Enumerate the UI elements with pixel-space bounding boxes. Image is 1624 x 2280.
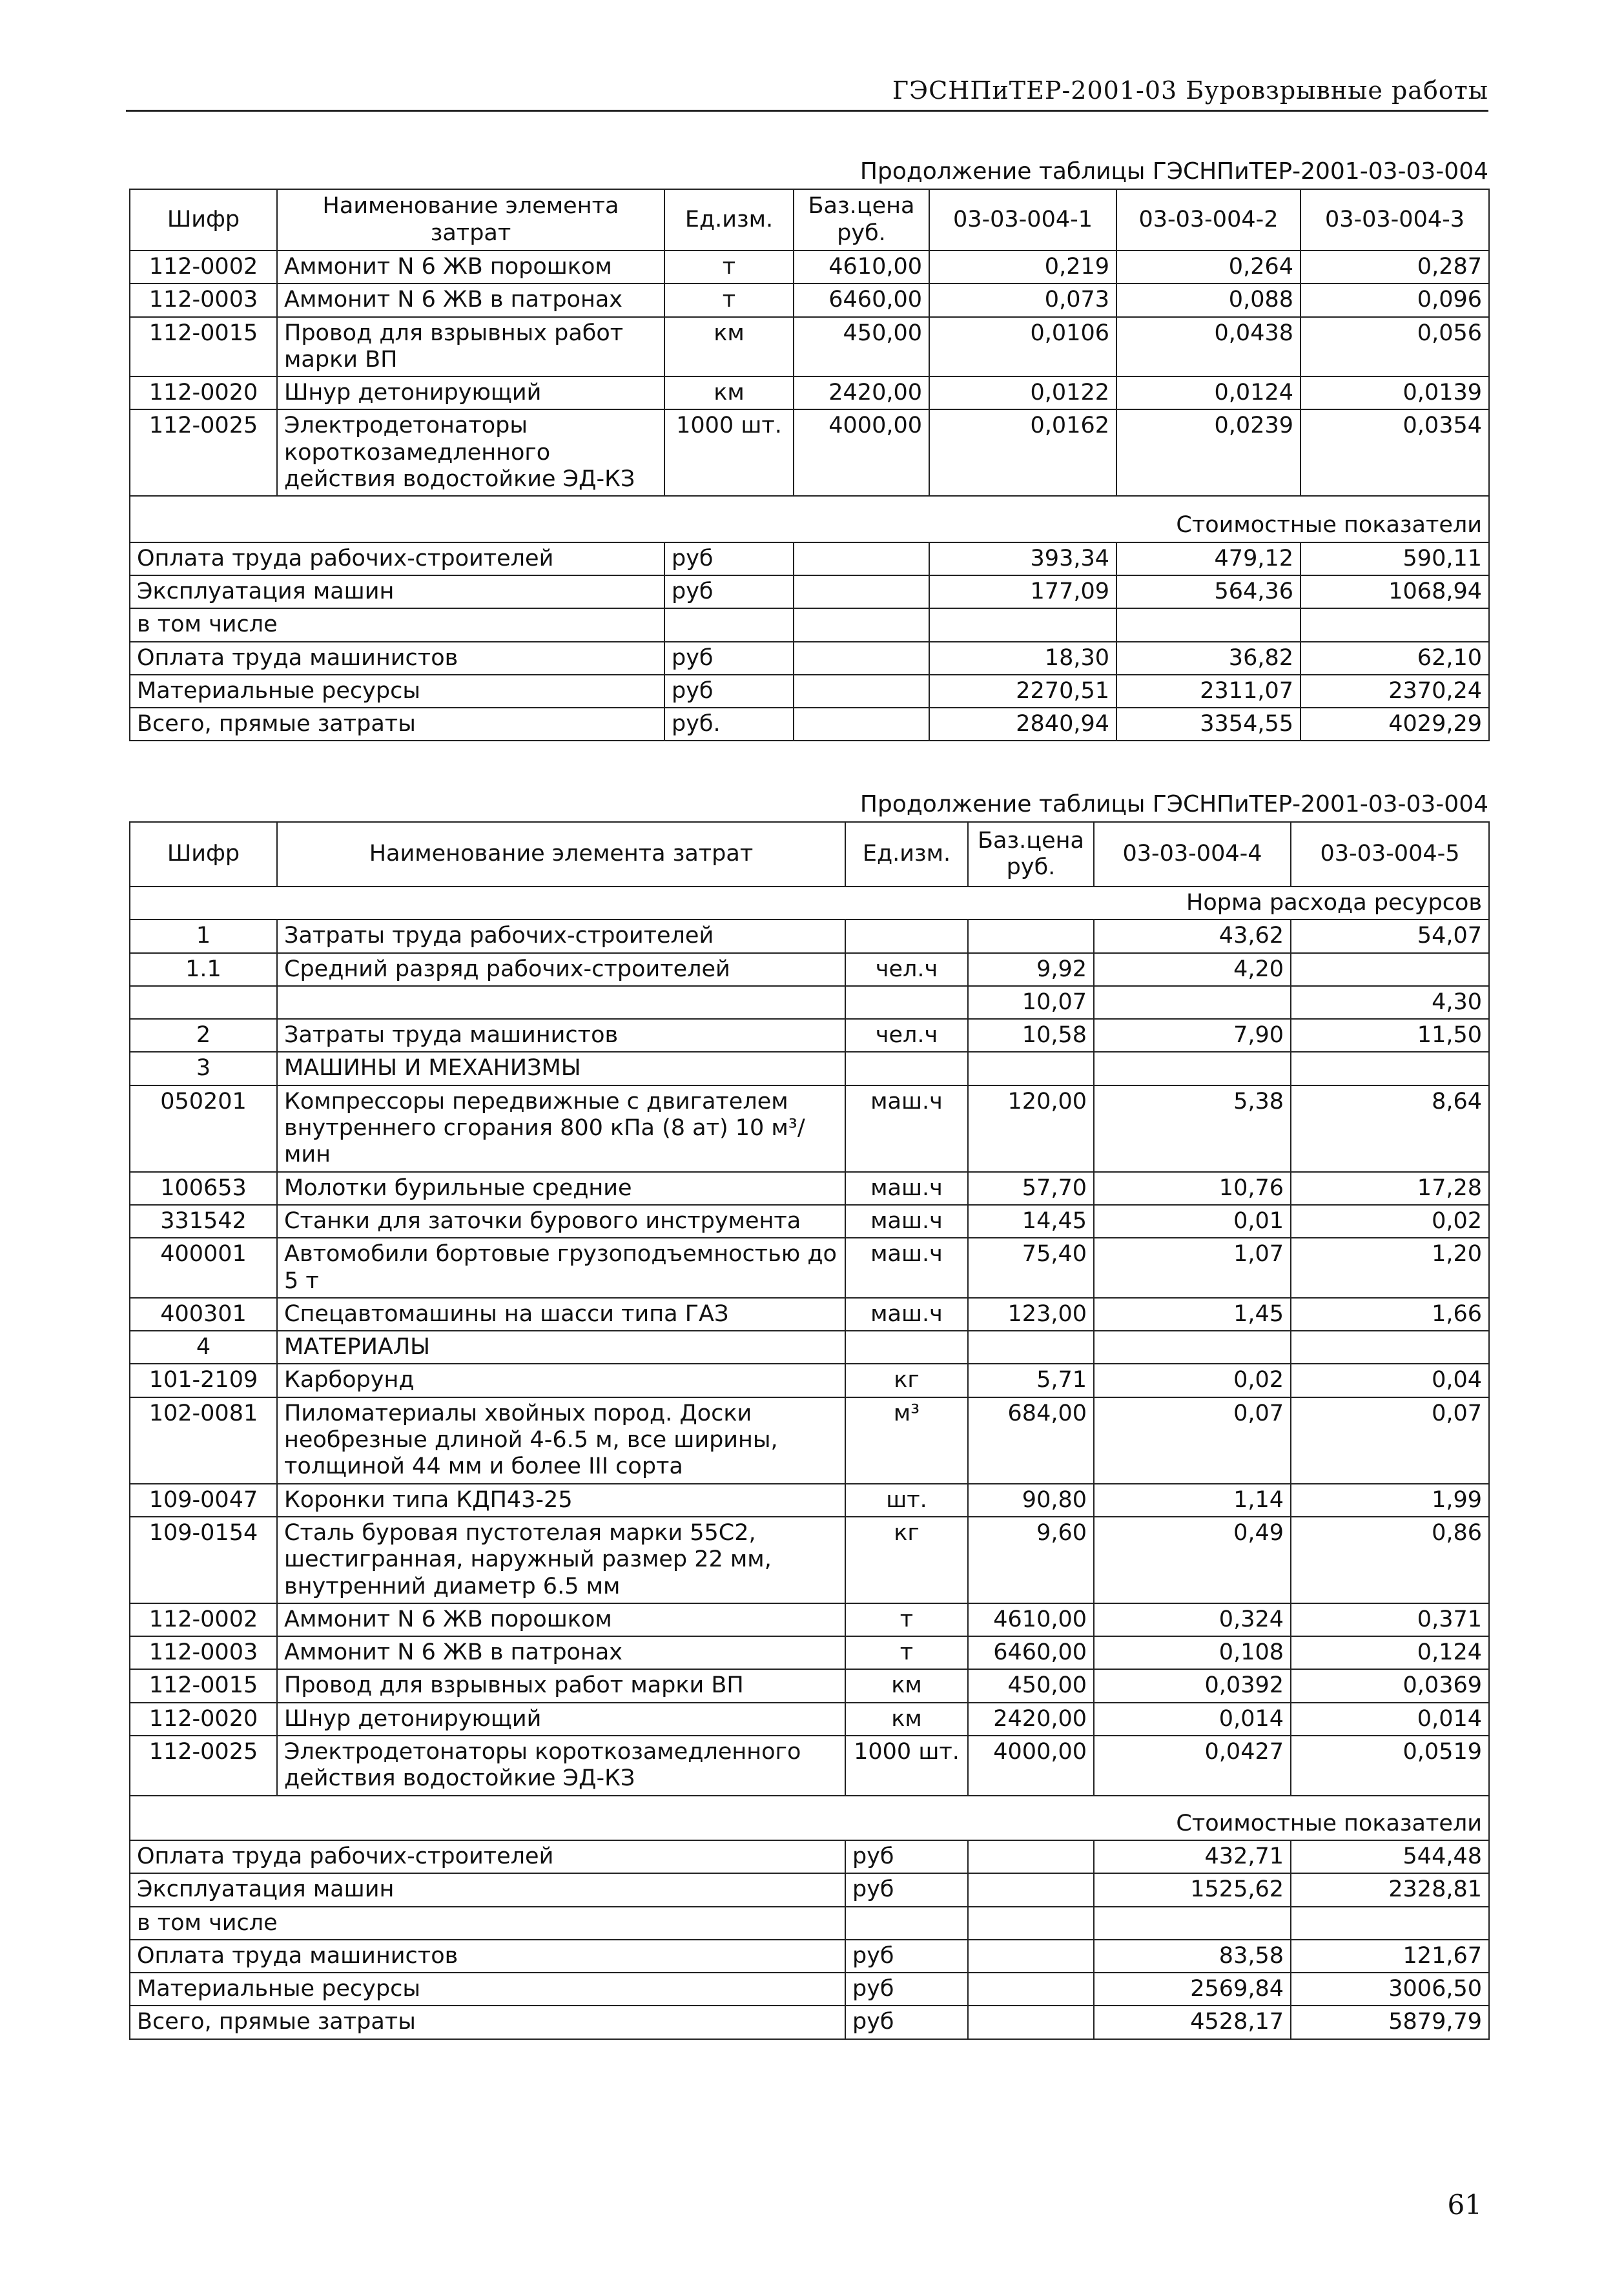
cost-value: [1094, 1907, 1291, 1940]
cell-norm: [1291, 953, 1489, 986]
cell-name: Спецавтомашины на шасси типа ГАЗ: [277, 1298, 845, 1331]
cell-name: Автомобили бортовые грузоподъемностью до 5 т: [277, 1238, 845, 1298]
cell-price: 120,00: [968, 1085, 1094, 1172]
cost-label: Материальные ресурсы: [130, 1973, 845, 2006]
cell-name: Затраты труда рабочих-строителей: [277, 919, 845, 952]
cost-value: 479,12: [1116, 542, 1300, 575]
cost-row: [130, 1973, 1489, 2006]
cell-norm: 5,38: [1094, 1085, 1291, 1172]
table-row: [130, 409, 1489, 496]
cell-norm: 17,28: [1291, 1172, 1489, 1205]
cell-unit: маш.ч: [845, 1172, 968, 1205]
cost-value: 5879,79: [1291, 2006, 1489, 2039]
cell-code: 2: [130, 1019, 277, 1052]
cell-price: 2420,00: [794, 376, 929, 409]
cost-label: в том числе: [130, 1907, 845, 1940]
cell-norm: 0,108: [1094, 1636, 1291, 1669]
cost-unit: руб: [664, 542, 794, 575]
cell-code: 050201: [130, 1085, 277, 1172]
cost-header: Стоимостные показатели: [130, 496, 1489, 542]
cell-norm: 0,264: [1116, 251, 1300, 283]
table-row: [130, 1397, 1489, 1484]
cost-value: 393,34: [929, 542, 1116, 575]
cell-norm: 0,056: [1300, 317, 1489, 377]
cost-value: 3006,50: [1291, 1973, 1489, 2006]
table-row: [130, 1603, 1489, 1636]
table-row: [130, 1669, 1489, 1702]
cell-price: 90,80: [968, 1484, 1094, 1517]
cell-norm: 0,324: [1094, 1603, 1291, 1636]
cost-unit: руб: [664, 642, 794, 675]
col-name-header: Наименование элемента затрат: [277, 822, 845, 887]
cost-value: 2840,94: [929, 708, 1116, 741]
empty-cell: [968, 1907, 1094, 1940]
cost-value: [929, 608, 1116, 641]
cell-name: Коронки типа КДП43-25: [277, 1484, 845, 1517]
cost-value: 4528,17: [1094, 2006, 1291, 2039]
cost-label: Оплата труда рабочих-строителей: [130, 542, 664, 575]
cost-unit: [845, 1907, 968, 1940]
table-row: [130, 1484, 1489, 1517]
empty-cell: [968, 1940, 1094, 1973]
cell-code: 112-0020: [130, 1703, 277, 1736]
cell-price: 450,00: [968, 1669, 1094, 1702]
cost-value: 1525,62: [1094, 1873, 1291, 1906]
cost-unit: руб: [664, 675, 794, 708]
cell-norm: 0,371: [1291, 1603, 1489, 1636]
col-norm-header: 03-03-004-1: [929, 189, 1116, 251]
cell-code: 112-0003: [130, 283, 277, 316]
cost-label: Всего, прямые затраты: [130, 708, 664, 741]
cell-norm: 0,49: [1094, 1517, 1291, 1603]
cost-value: 62,10: [1300, 642, 1489, 675]
cost-label: Эксплуатация машин: [130, 1873, 845, 1906]
cell-price: 4610,00: [968, 1603, 1094, 1636]
cost-header-row: [130, 1796, 1489, 1840]
cell-price: 14,45: [968, 1205, 1094, 1238]
cost-row: [130, 542, 1489, 575]
cell-unit: маш.ч: [845, 1085, 968, 1172]
cell-unit: [845, 986, 968, 1019]
resource-table-1: [129, 189, 1490, 741]
table-row: [130, 1517, 1489, 1603]
cost-label: в том числе: [130, 608, 664, 641]
empty-cell: [968, 1873, 1094, 1906]
table-row: [130, 919, 1489, 952]
cell-code: 102-0081: [130, 1397, 277, 1484]
cell-norm: 0,0122: [929, 376, 1116, 409]
cell-price: 10,07: [968, 986, 1094, 1019]
col-price-header: Баз.цена руб.: [968, 822, 1094, 887]
cell-norm: 0,0106: [929, 317, 1116, 377]
cell-name: Затраты труда машинистов: [277, 1019, 845, 1052]
cost-value: 2370,24: [1300, 675, 1489, 708]
running-header: ГЭСНПиТЕР-2001-03 Буровзрывные работы: [892, 76, 1488, 105]
cell-name: Молотки бурильные средние: [277, 1172, 845, 1205]
cell-code: 112-0002: [130, 251, 277, 283]
cost-unit: [664, 608, 794, 641]
cell-norm: 4,30: [1291, 986, 1489, 1019]
cost-unit: руб: [845, 1873, 968, 1906]
cell-unit: т: [845, 1603, 968, 1636]
cost-row: [130, 1873, 1489, 1906]
cell-price: 6460,00: [794, 283, 929, 316]
table-row: [130, 317, 1489, 377]
cell-unit: км: [845, 1669, 968, 1702]
cell-norm: 0,0162: [929, 409, 1116, 496]
cell-norm: 0,01: [1094, 1205, 1291, 1238]
empty-cell: [794, 542, 929, 575]
cell-norm: 1,07: [1094, 1238, 1291, 1298]
cell-name: Станки для заточки бурового инструмента: [277, 1205, 845, 1238]
cost-value: 121,67: [1291, 1940, 1489, 1973]
cell-code: 109-0047: [130, 1484, 277, 1517]
cost-unit: руб.: [664, 708, 794, 741]
cost-row: [130, 642, 1489, 675]
cost-unit: руб: [845, 1940, 968, 1973]
cell-price: [968, 919, 1094, 952]
cell-name: Аммонит N 6 ЖВ порошком: [277, 1603, 845, 1636]
cell-norm: 1,66: [1291, 1298, 1489, 1331]
cell-unit: маш.ч: [845, 1238, 968, 1298]
empty-cell: [794, 675, 929, 708]
cost-value: 2328,81: [1291, 1873, 1489, 1906]
cell-price: 684,00: [968, 1397, 1094, 1484]
cell-code: 100653: [130, 1172, 277, 1205]
cell-price: 9,60: [968, 1517, 1094, 1603]
cell-norm: 1,45: [1094, 1298, 1291, 1331]
cost-label: Эксплуатация машин: [130, 575, 664, 608]
section-title-machines: МАШИНЫ И МЕХАНИЗМЫ: [277, 1052, 845, 1085]
table-row: [130, 251, 1489, 283]
cell-price: 123,00: [968, 1298, 1094, 1331]
table-row: [130, 376, 1489, 409]
cell-unit: чел.ч: [845, 953, 968, 986]
empty-cell: [794, 575, 929, 608]
cell-price: 450,00: [794, 317, 929, 377]
cell-norm: 0,0139: [1300, 376, 1489, 409]
cell-norm: 43,62: [1094, 919, 1291, 952]
cell-price: 57,70: [968, 1172, 1094, 1205]
cost-row: [130, 2006, 1489, 2039]
cost-unit: руб: [845, 1840, 968, 1873]
table-row: [130, 1703, 1489, 1736]
cost-row: [130, 1840, 1489, 1873]
table-row: [130, 1085, 1489, 1172]
table-row: [130, 1636, 1489, 1669]
cell-name: Аммонит N 6 ЖВ в патронах: [277, 1636, 845, 1669]
cell-norm: 1,99: [1291, 1484, 1489, 1517]
cell-code: 400001: [130, 1238, 277, 1298]
table-row: [130, 1736, 1489, 1796]
cost-value: 2311,07: [1116, 675, 1300, 708]
cell-norm: 0,219: [929, 251, 1116, 283]
cell-norm: 0,02: [1291, 1205, 1489, 1238]
cell-name: Пиломатериалы хвойных пород. Доски необрезные длиной 4-6.5 м, все ширины, толщиной 44 мм и более III сорта: [277, 1397, 845, 1484]
section-code: 3: [130, 1052, 277, 1085]
empty-cell: [794, 608, 929, 641]
cost-row: [130, 575, 1489, 608]
cell-name: Провод для взрывных работ марки ВП: [277, 1669, 845, 1702]
table-row: [130, 1298, 1489, 1331]
col-norm-header: 03-03-004-5: [1291, 822, 1489, 887]
table1-header-row: [130, 189, 1489, 251]
cell-price: 9,92: [968, 953, 1094, 986]
col-price-header: Баз.цена руб.: [794, 189, 929, 251]
cell-norm: 1,20: [1291, 1238, 1489, 1298]
cell-code: [130, 986, 277, 1019]
cell-name: Электродетонаторы короткозамедленного действия водостойкие ЭД-КЗ: [277, 409, 664, 496]
empty-cell: [794, 642, 929, 675]
cost-value: 3354,55: [1116, 708, 1300, 741]
cell-code: 112-0015: [130, 1669, 277, 1702]
cell-norm: 0,014: [1291, 1703, 1489, 1736]
cell-unit: км: [664, 317, 794, 377]
col-norm-header: 03-03-004-4: [1094, 822, 1291, 887]
cell-unit: т: [845, 1636, 968, 1669]
cell-name: Электродетонаторы короткозамедленного действия водостойкие ЭД-КЗ: [277, 1736, 845, 1796]
cell-price: 75,40: [968, 1238, 1094, 1298]
cost-value: 590,11: [1300, 542, 1489, 575]
cost-value: 4029,29: [1300, 708, 1489, 741]
cell-norm: 0,0519: [1291, 1736, 1489, 1796]
cell-norm: 0,096: [1300, 283, 1489, 316]
cell-norm: [1094, 986, 1291, 1019]
section-row-materials: [130, 1331, 1489, 1364]
table-row: [130, 986, 1489, 1019]
cost-unit: руб: [845, 2006, 968, 2039]
cell-norm: 0,0354: [1300, 409, 1489, 496]
cell-norm: 0,0369: [1291, 1669, 1489, 1702]
cell-code: 101-2109: [130, 1364, 277, 1397]
cell-code: 331542: [130, 1205, 277, 1238]
section-code: 4: [130, 1331, 277, 1364]
cell-name: Аммонит N 6 ЖВ порошком: [277, 251, 664, 283]
cell-name: Компрессоры передвижные с двигателем внутреннего сгорания 800 кПа (8 ат) 10 м³/мин: [277, 1085, 845, 1172]
cost-value: 1068,94: [1300, 575, 1489, 608]
cost-label: Оплата труда рабочих-строителей: [130, 1840, 845, 1873]
empty-cell: [968, 1973, 1094, 2006]
empty-cell: [968, 1840, 1094, 1873]
table2-header-row: [130, 822, 1489, 887]
cell-norm: 0,07: [1094, 1397, 1291, 1484]
cell-unit: маш.ч: [845, 1298, 968, 1331]
cost-label: Материальные ресурсы: [130, 675, 664, 708]
table2-caption: Продолжение таблицы ГЭСНПиТЕР-2001-03-03-004: [859, 791, 1488, 817]
header-rule: [126, 110, 1488, 112]
cell-name: Шнур детонирующий: [277, 1703, 845, 1736]
cell-name: Средний разряд рабочих-строителей: [277, 953, 845, 986]
cell-code: 400301: [130, 1298, 277, 1331]
cost-label: Оплата труда машинистов: [130, 642, 664, 675]
cost-label: Оплата труда машинистов: [130, 1940, 845, 1973]
table-row: [130, 1205, 1489, 1238]
cell-norm: 8,64: [1291, 1085, 1489, 1172]
section-title-materials: МАТЕРИАЛЫ: [277, 1331, 845, 1364]
cell-name: Сталь буровая пустотелая марки 55С2, шестигранная, наружный размер 22 мм, внутренний диаметр 6.5 мм: [277, 1517, 845, 1603]
cell-price: 4000,00: [794, 409, 929, 496]
cell-norm: 1,14: [1094, 1484, 1291, 1517]
table-row: [130, 953, 1489, 986]
col-code-header: Шифр: [130, 822, 277, 887]
cost-row: [130, 708, 1489, 741]
cell-price: 5,71: [968, 1364, 1094, 1397]
cell-norm: 0,0427: [1094, 1736, 1291, 1796]
cost-unit: руб: [664, 575, 794, 608]
cost-row: [130, 608, 1489, 641]
cost-value: 177,09: [929, 575, 1116, 608]
cell-price: 4610,00: [794, 251, 929, 283]
cell-unit: 1000 шт.: [664, 409, 794, 496]
cell-unit: т: [664, 251, 794, 283]
cost-value: [1300, 608, 1489, 641]
col-name-header: Наименование элемента затрат: [277, 189, 664, 251]
resource-table-2: [129, 821, 1490, 2040]
cost-row: [130, 1907, 1489, 1940]
cost-value: 432,71: [1094, 1840, 1291, 1873]
section-row-machines: [130, 1052, 1489, 1085]
cell-code: 109-0154: [130, 1517, 277, 1603]
cell-price: 6460,00: [968, 1636, 1094, 1669]
cell-norm: 0,088: [1116, 283, 1300, 316]
empty-cell: [968, 2006, 1094, 2039]
cost-value: 564,36: [1116, 575, 1300, 608]
cell-unit: [845, 919, 968, 952]
table-row: [130, 1364, 1489, 1397]
cost-value: 18,30: [929, 642, 1116, 675]
cell-norm: 0,124: [1291, 1636, 1489, 1669]
cell-price: 10,58: [968, 1019, 1094, 1052]
cell-name: [277, 986, 845, 1019]
cell-norm: 0,0239: [1116, 409, 1300, 496]
table1-caption: Продолжение таблицы ГЭСНПиТЕР-2001-03-03-004: [859, 158, 1488, 185]
table-row: [130, 1238, 1489, 1298]
cell-norm: 0,0392: [1094, 1669, 1291, 1702]
cell-code: 112-0003: [130, 1636, 277, 1669]
col-unit-header: Ед.изм.: [845, 822, 968, 887]
cell-unit: кг: [845, 1364, 968, 1397]
cell-code: 112-0020: [130, 376, 277, 409]
page-number: 61: [1447, 2189, 1482, 2221]
cell-norm: 0,02: [1094, 1364, 1291, 1397]
col-unit-header: Ед.изм.: [664, 189, 794, 251]
cell-norm: 11,50: [1291, 1019, 1489, 1052]
cost-row: [130, 675, 1489, 708]
col-code-header: Шифр: [130, 189, 277, 251]
cost-value: 2569,84: [1094, 1973, 1291, 2006]
cost-row: [130, 1940, 1489, 1973]
cost-value: [1116, 608, 1300, 641]
norm-header-row: [130, 887, 1489, 919]
cell-name: Шнур детонирующий: [277, 376, 664, 409]
cell-norm: 7,90: [1094, 1019, 1291, 1052]
cell-code: 112-0025: [130, 409, 277, 496]
cell-unit: шт.: [845, 1484, 968, 1517]
cell-price: 2420,00: [968, 1703, 1094, 1736]
cell-code: 1.1: [130, 953, 277, 986]
cost-label: Всего, прямые затраты: [130, 2006, 845, 2039]
cell-name: Карборунд: [277, 1364, 845, 1397]
cell-unit: 1000 шт.: [845, 1736, 968, 1796]
cost-value: 83,58: [1094, 1940, 1291, 1973]
cell-unit: т: [664, 283, 794, 316]
cell-norm: 0,073: [929, 283, 1116, 316]
cell-code: 112-0015: [130, 317, 277, 377]
cell-unit: чел.ч: [845, 1019, 968, 1052]
norm-header: Норма расхода ресурсов: [130, 887, 1489, 919]
col-norm-header: 03-03-004-3: [1300, 189, 1489, 251]
empty-cell: [794, 708, 929, 741]
cost-value: 544,48: [1291, 1840, 1489, 1873]
cell-unit: маш.ч: [845, 1205, 968, 1238]
cost-header: Стоимостные показатели: [130, 1796, 1489, 1840]
cell-unit: км: [664, 376, 794, 409]
cell-norm: 0,0124: [1116, 376, 1300, 409]
cell-code: 112-0002: [130, 1603, 277, 1636]
cell-norm: 4,20: [1094, 953, 1291, 986]
cost-value: 36,82: [1116, 642, 1300, 675]
cell-norm: 0,287: [1300, 251, 1489, 283]
table-row: [130, 1172, 1489, 1205]
cell-norm: 0,86: [1291, 1517, 1489, 1603]
table-row: [130, 1019, 1489, 1052]
cell-name: Провод для взрывных работ марки ВП: [277, 317, 664, 377]
cell-unit: км: [845, 1703, 968, 1736]
cost-unit: руб: [845, 1973, 968, 2006]
cost-header-row: [130, 496, 1489, 542]
cell-norm: 0,07: [1291, 1397, 1489, 1484]
cell-name: Аммонит N 6 ЖВ в патронах: [277, 283, 664, 316]
table-row: [130, 283, 1489, 316]
cell-norm: 54,07: [1291, 919, 1489, 952]
col-norm-header: 03-03-004-2: [1116, 189, 1300, 251]
cell-code: 112-0025: [130, 1736, 277, 1796]
cell-unit: кг: [845, 1517, 968, 1603]
cell-norm: 0,04: [1291, 1364, 1489, 1397]
cell-unit: м³: [845, 1397, 968, 1484]
cost-value: 2270,51: [929, 675, 1116, 708]
cell-norm: 10,76: [1094, 1172, 1291, 1205]
cell-price: 4000,00: [968, 1736, 1094, 1796]
cell-code: 1: [130, 919, 277, 952]
cell-norm: 0,0438: [1116, 317, 1300, 377]
cell-norm: 0,014: [1094, 1703, 1291, 1736]
cost-value: [1291, 1907, 1489, 1940]
